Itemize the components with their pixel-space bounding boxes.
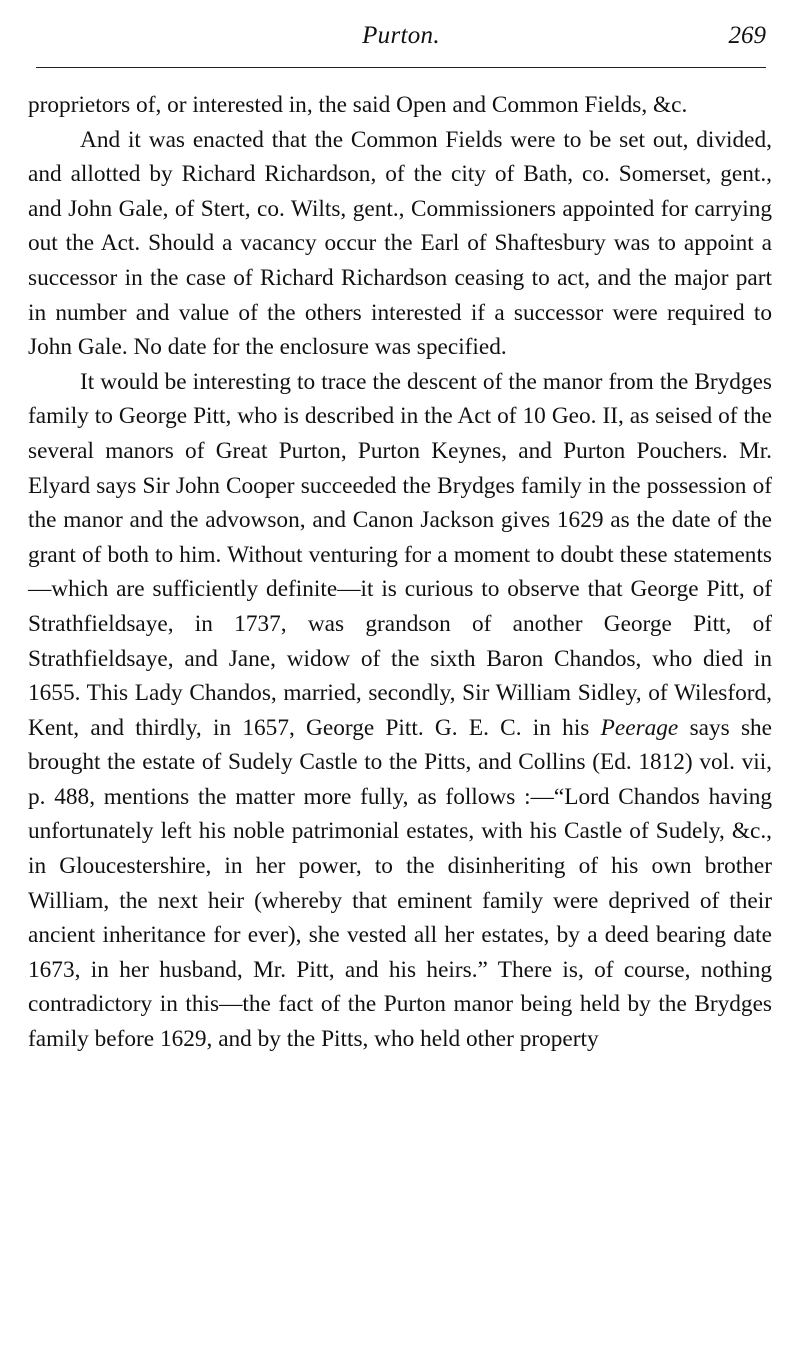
paragraph-2: And it was enacted that the Common Fields were to be set out, divided, and allotted by Richard Richardson, of the city of Bath, co. Somerset, gent., and John Gale, of Stert, co. Wilts, gent., Commissioners appointed for carrying out the Act. Should a vacancy occur the Earl of Shaftesbury was to appoint a successor in the case of Richard Richardson ceasing to act, and the major part in number and value of the others interested if a successor were required to John Gale. No date for the enclosure was specified. <box>28 126 772 361</box>
header-rule <box>36 67 766 68</box>
body-text <box>28 88 772 1057</box>
page-header <box>36 18 766 54</box>
page-number: 269 <box>728 22 766 49</box>
running-title: Purton. <box>362 22 440 49</box>
paragraph-3-part-2: says she brought the estate of Sudely Castle to the Pitts, and Collins (Ed. 1812) vol. vii, p. 488, mentions the matter more fully, as follows :—“Lord Chandos having unfortunately left his noble patrimonial estates, with his Castle of Sudely, &c., in Gloucestershire, in her power, to the disinheriting of his own brother William, the next heir (whereby that eminent family were deprived of their ancient inheritance for ever), she vested all her estates, by a deed bearing date 1673, in her husband, Mr. Pitt, and his heirs.” There is, of course, nothing contradictory in this—the fact of the Purton manor being held by the Brydges family before 1629, and by the Pitts, who held other property <box>28 714 773 1053</box>
paragraph-1: proprietors of, or interested in, the said Open and Common Fields, &c. <box>28 92 688 118</box>
peerage-title: Peerage <box>600 714 679 741</box>
paragraph-3 <box>28 365 772 1057</box>
paragraph-3-part-1: It would be interesting to trace the descent of the manor from the Brydges family to George Pitt, who is described in the Act of 10 Geo. II, as seised of the several manors of Great Purton, Purton Keynes, and Purton Pouchers. Mr. Elyard says Sir John Cooper succeeded the Brydges family in the possession of the manor and the advowson, and Canon Jackson gives 1629 as the date of the grant of both to him. Without venturing for a moment to doubt these statements—which are sufficiently definite—it is curious to observe that George Pitt, of Strathfieldsaye, in 1737, was grandson of another George Pitt, of Strathfieldsaye, and Jane, widow of the sixth Baron Chandos, who died in 1655. This Lady Chandos, married, secondly, Sir William Sidley, of Wilesford, Kent, and thirdly, in 1657, George Pitt. G. E. C. in his <box>28 368 772 741</box>
